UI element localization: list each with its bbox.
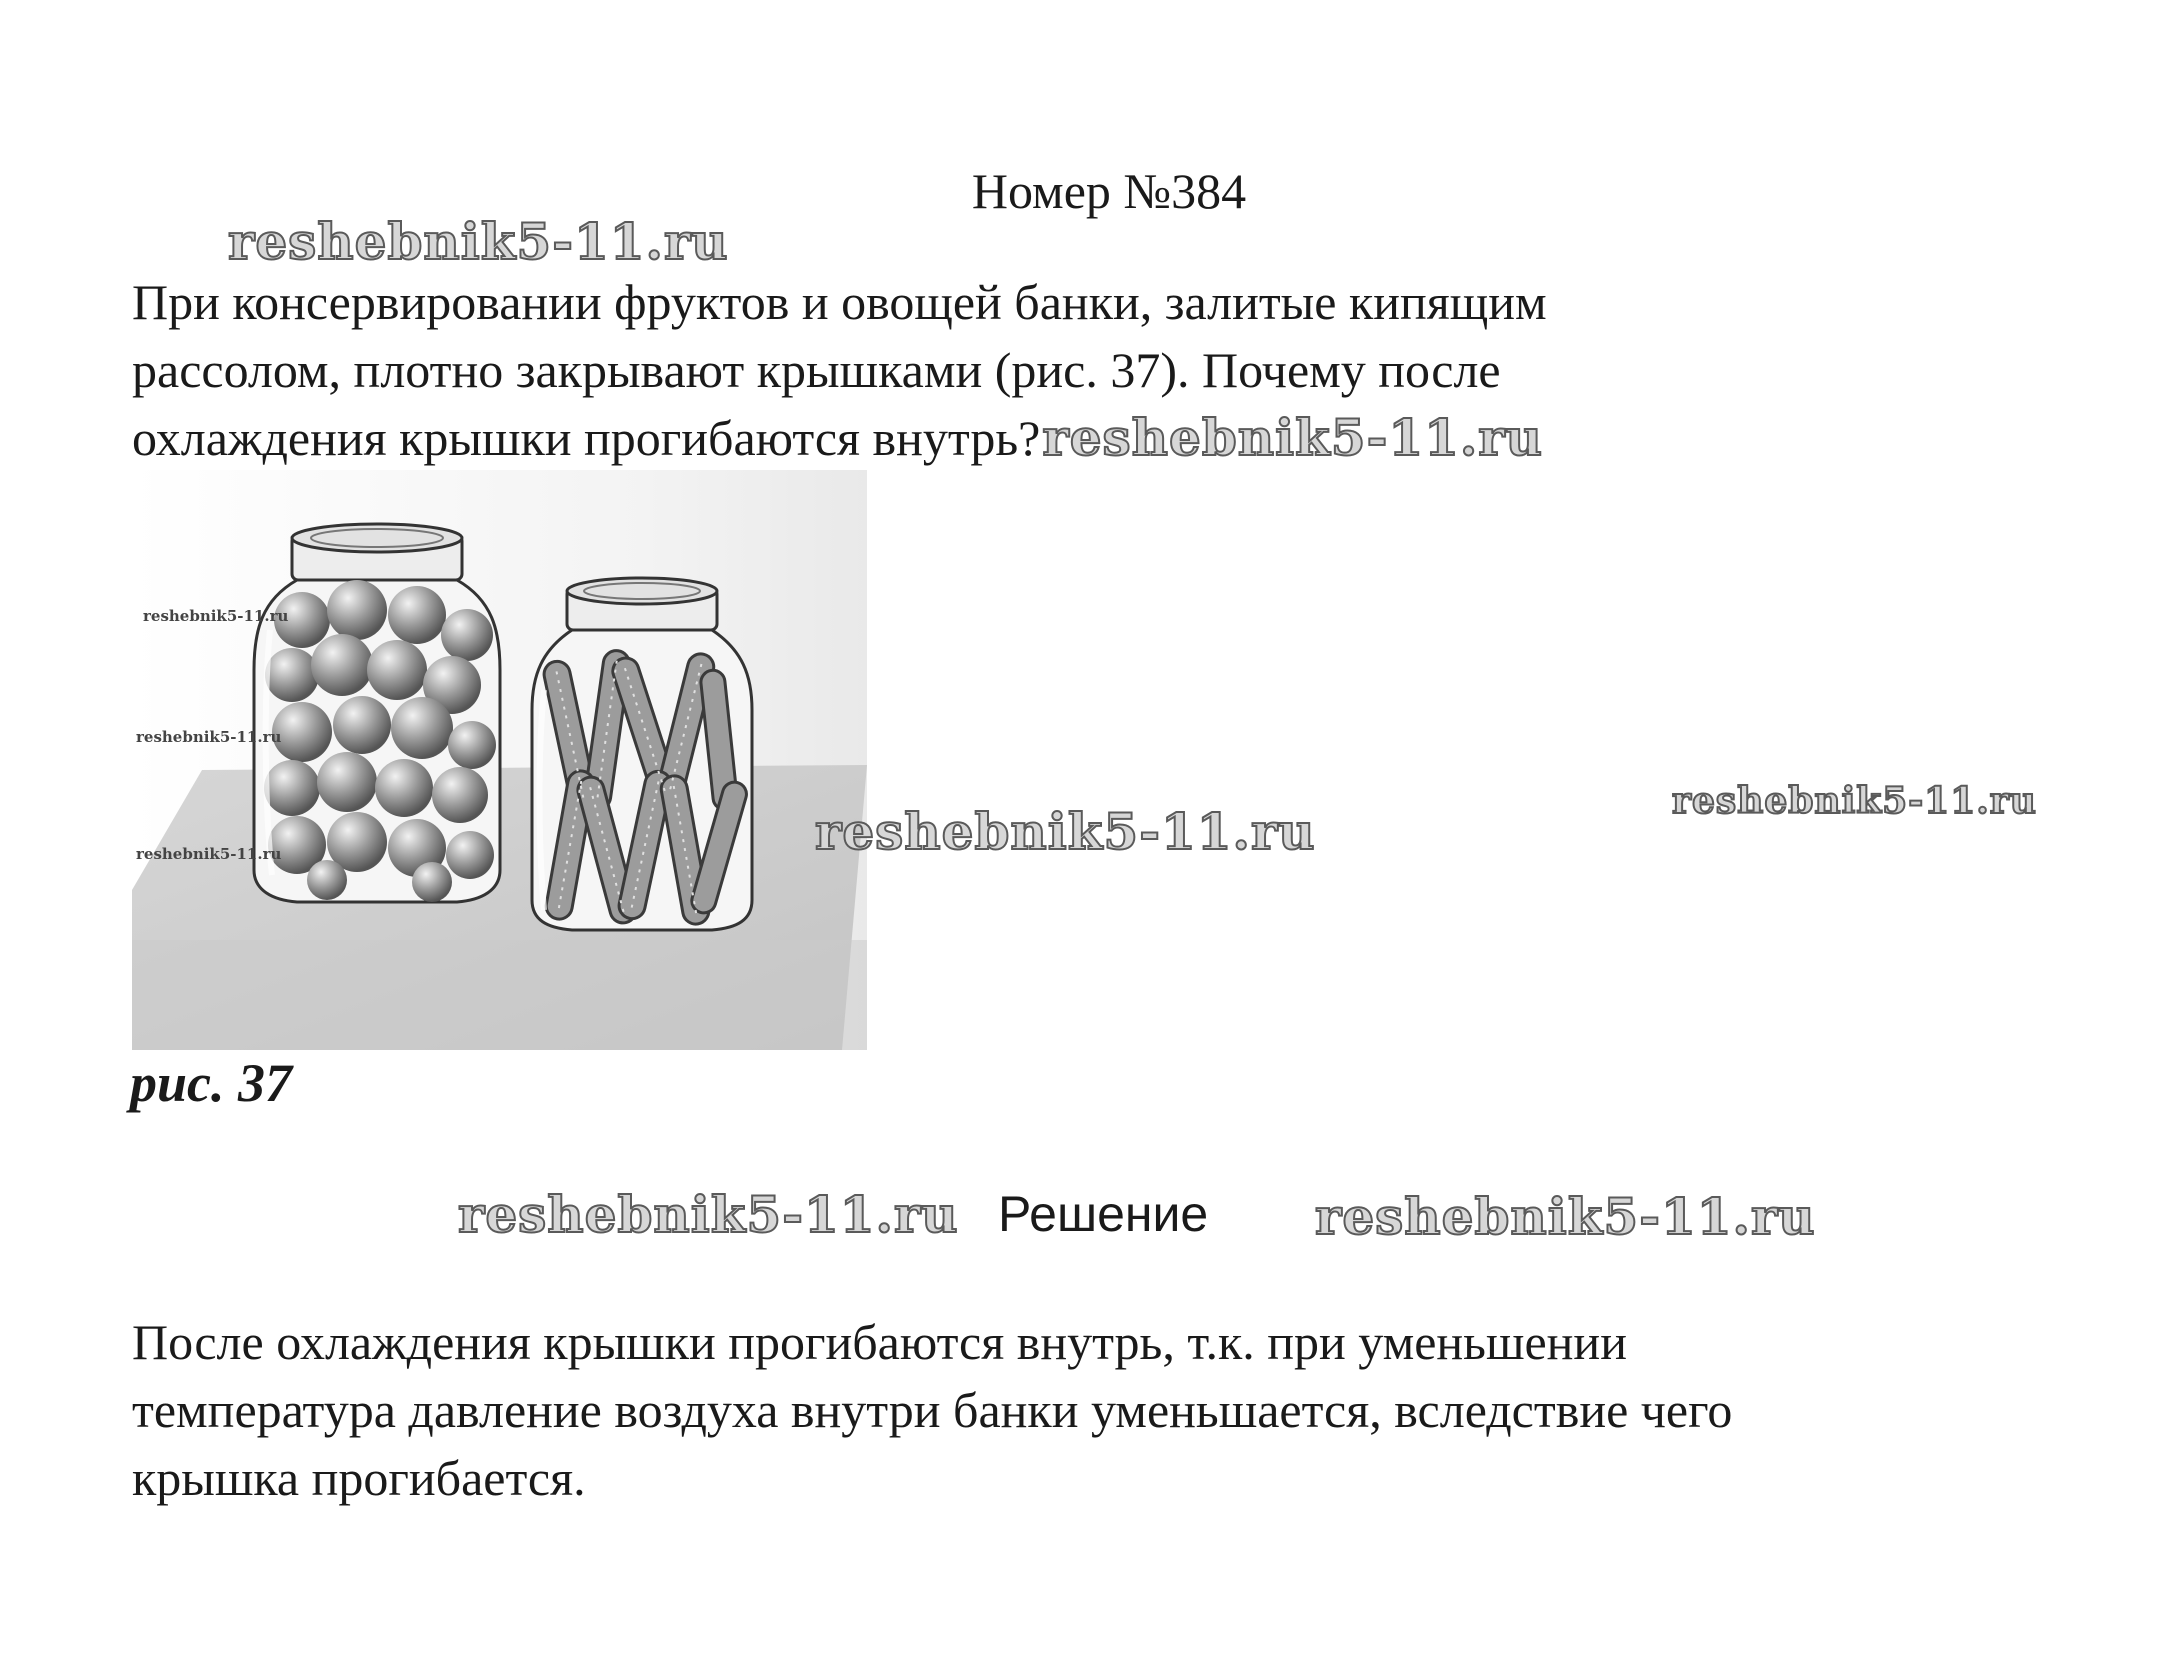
answer-line-3: крышка прогибается. bbox=[132, 1450, 586, 1506]
figure-jars-illustration bbox=[132, 470, 867, 1050]
watermark: reshebnik5-11.ru bbox=[1672, 780, 2037, 822]
watermark-small: reshebnik5-11.ru bbox=[143, 607, 289, 625]
table-shadow bbox=[132, 940, 867, 1050]
page-title: Номер №384 bbox=[971, 163, 1247, 219]
watermark: reshebnik5-11.ru bbox=[228, 212, 729, 271]
answer-text bbox=[132, 1308, 1732, 1512]
question-line-3-text: охлаждения крышки прогибаются внутрь? bbox=[132, 410, 1041, 466]
question-text bbox=[132, 268, 1547, 472]
solution-heading: Решение bbox=[998, 1186, 1209, 1242]
question-line-2: рассолом, плотно закрывают крышками (рис. 37). Почему после bbox=[132, 342, 1501, 398]
watermark-small: reshebnik5-11.ru bbox=[136, 728, 282, 746]
question-line-3 bbox=[132, 404, 1547, 472]
watermark: reshebnik5-11.ru bbox=[815, 802, 1316, 861]
watermark: reshebnik5-11.ru bbox=[458, 1185, 959, 1244]
answer-line-1: После охлаждения крышки прогибаются внутрь, т.к. при уменьшении bbox=[132, 1314, 1627, 1370]
watermark-small: reshebnik5-11.ru bbox=[136, 845, 282, 863]
answer-line-2: температура давление воздуха внутри банки уменьшается, вследствие чего bbox=[132, 1382, 1733, 1438]
watermark: reshebnik5-11.ru bbox=[1315, 1187, 1816, 1246]
figure-caption: рис. 37 bbox=[130, 1053, 292, 1113]
watermark: reshebnik5-11.ru bbox=[1042, 408, 1544, 467]
question-line-1: При консервировании фруктов и овощей банки, залитые кипящим bbox=[132, 274, 1547, 330]
